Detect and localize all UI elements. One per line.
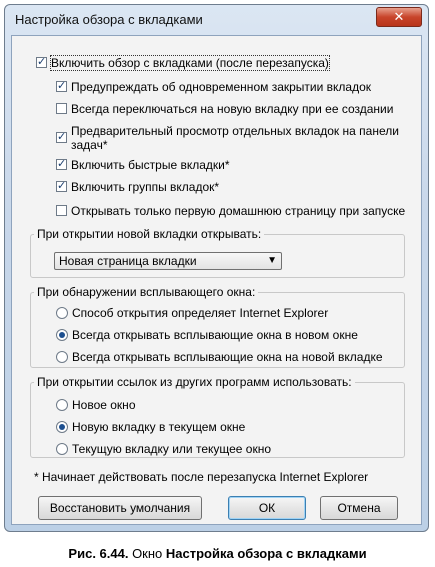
enable-tabs-label: Включить обзор с вкладками (после перезапуска) (51, 56, 329, 70)
warn-close-label: Предупреждать об одновременном закрытии вкладок (71, 80, 372, 94)
link-radio-new-tab[interactable] (56, 421, 68, 433)
popup-label-ie: Способ открытия определяет Internet Explorer (72, 306, 329, 320)
preview-checkbox[interactable]: ✓ (57, 131, 67, 143)
link-radio-current[interactable] (56, 443, 68, 455)
footnote: * Начинает действовать после перезапуска Internet Explorer (34, 470, 369, 484)
title-bar[interactable] (5, 5, 428, 35)
link-radio-new-window[interactable] (56, 399, 68, 411)
enable-tabs-option[interactable] (36, 56, 329, 70)
switch-new-label: Всегда переключаться на новую вкладку при ее создании (71, 102, 394, 116)
preview-option[interactable] (56, 124, 399, 152)
tab-groups-option[interactable] (56, 180, 219, 194)
first-home-option[interactable] (56, 204, 405, 218)
link-option-current[interactable] (56, 442, 271, 456)
switch-new-option[interactable] (56, 102, 393, 116)
ok-button[interactable]: ОК (228, 496, 306, 520)
popup-radio-new-window[interactable] (56, 329, 68, 341)
close-icon: ✕ (393, 9, 405, 24)
new-tab-selected-value: Новая страница вкладки (59, 254, 197, 268)
dialog-client-area (11, 35, 422, 525)
quick-tabs-option[interactable] (56, 158, 230, 172)
figure-caption (0, 546, 435, 561)
restore-defaults-button[interactable]: Восстановить умолчания (38, 496, 202, 520)
first-home-label: Открывать только первую домашнюю страницу при запуске (71, 204, 406, 218)
popup-label-new-window: Всегда открывать всплывающие окна в новом окне (72, 328, 358, 342)
link-label-new-tab: Новую вкладку в текущем окне (72, 420, 246, 434)
link-option-new-window[interactable] (56, 398, 136, 412)
popups-legend: При обнаружении всплывающего окна: (34, 285, 258, 299)
popup-radio-new-tab[interactable] (56, 351, 68, 363)
tab-groups-checkbox[interactable]: ✓ (57, 180, 67, 192)
popup-option-new-window[interactable] (56, 328, 358, 342)
popup-option-ie[interactable] (56, 306, 328, 320)
caption-middle: Окно (128, 546, 166, 561)
caption-title: Настройка обзора с вкладками (165, 546, 367, 561)
quick-tabs-checkbox[interactable]: ✓ (57, 158, 67, 170)
cancel-button[interactable]: Отмена (320, 496, 398, 520)
warn-close-checkbox[interactable]: ✓ (57, 80, 67, 92)
warn-close-option[interactable] (56, 80, 371, 94)
caption-number: Рис. 6.44. (68, 546, 129, 561)
preview-label-line2: задач* (71, 138, 108, 152)
first-home-checkbox[interactable] (56, 205, 67, 216)
switch-new-checkbox[interactable] (56, 103, 67, 114)
preview-label (71, 124, 399, 152)
popup-radio-ie[interactable] (56, 307, 68, 319)
new-tab-select[interactable] (54, 252, 282, 270)
close-button[interactable] (376, 7, 422, 27)
link-option-new-tab[interactable] (56, 420, 245, 434)
enable-tabs-checkbox[interactable]: ✓ (37, 56, 47, 68)
link-label-current: Текущую вкладку или текущее окно (72, 442, 272, 456)
link-label-new-window: Новое окно (72, 398, 136, 412)
tab-groups-label: Включить группы вкладок* (71, 180, 220, 194)
popup-option-new-tab[interactable] (56, 350, 383, 364)
external-links-legend: При открытии ссылок из других программ использовать: (34, 375, 355, 389)
window-title: Настройка обзора с вкладками (15, 12, 203, 27)
quick-tabs-label: Включить быстрые вкладки* (71, 158, 230, 172)
new-tab-legend: При открытии новой вкладки открывать: (34, 227, 264, 241)
chevron-down-icon: ▼ (267, 255, 277, 266)
popup-label-new-tab: Всегда открывать всплывающие окна на новой вкладке (72, 350, 383, 364)
preview-label-line1: Предварительный просмотр отдельных вкладок на панели (71, 124, 399, 138)
dialog-window (4, 4, 429, 532)
